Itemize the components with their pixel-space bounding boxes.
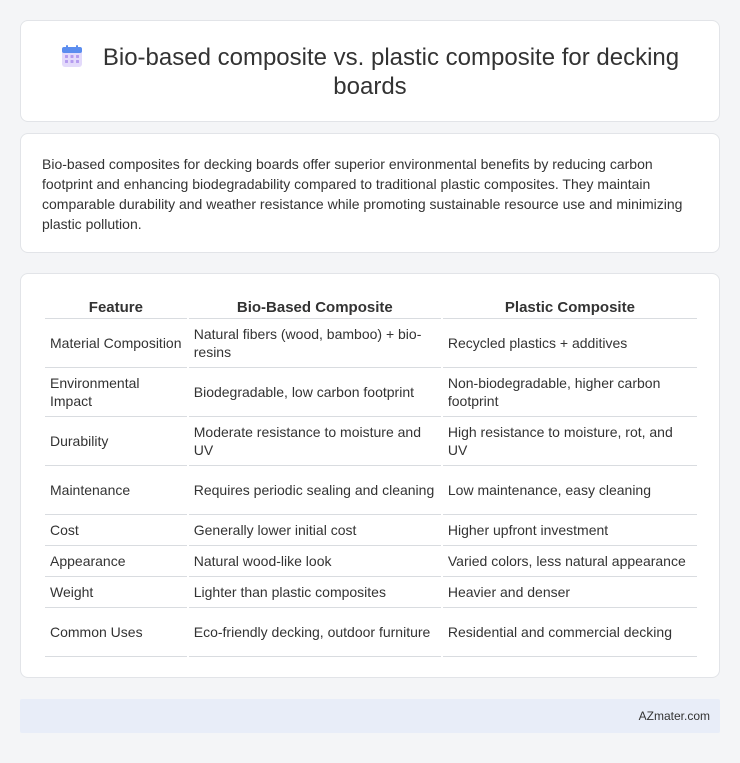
table-header-row [45,296,697,319]
table-row [45,577,697,608]
table-cell: Biodegradable, low carbon footprint [189,368,441,417]
page-title-text: Bio-based composite vs. plastic composite for decking boards [102,44,680,100]
table-cell: Natural fibers (wood, bamboo) + bio-resins [189,319,441,368]
table-cell: Natural wood-like look [189,546,441,577]
table-row [45,319,697,368]
table-cell: Requires periodic sealing and cleaning [189,466,441,515]
table-cell: Non-biodegradable, higher carbon footprint [443,368,697,417]
intro-card [20,133,720,253]
table-cell: Maintenance [45,466,187,515]
comparison-card [20,273,720,678]
table-cell: Residential and commercial decking [443,608,697,657]
column-header: Feature [45,296,187,319]
table-cell: Appearance [45,546,187,577]
table-cell: Higher upfront investment [443,515,697,546]
table-row [45,417,697,466]
table-cell: Weight [45,577,187,608]
table-cell: High resistance to moisture, rot, and UV [443,417,697,466]
column-header: Bio-Based Composite [189,296,441,319]
table-cell: Varied colors, less natural appearance [443,546,697,577]
table-cell: Durability [45,417,187,466]
footer-bar [20,699,720,733]
table-cell: Heavier and denser [443,577,697,608]
table-cell: Environmental Impact [45,368,187,417]
table-row [45,466,697,515]
table-row [45,546,697,577]
title-card [20,20,720,122]
table-cell: Low maintenance, easy cleaning [443,466,697,515]
column-header: Plastic Composite [443,296,697,319]
intro-paragraph: Bio-based composites for decking boards offer superior environmental benefits by reducing carbon footprint and enhancing biodegradability compared to traditional plastic composites. They maintain comparable durability and weather resistance while promoting sustainable resource use and minimizing plastic pollution. [42,156,683,232]
table-cell: Generally lower initial cost [189,515,441,546]
table-cell: Lighter than plastic composites [189,577,441,608]
table-row [45,608,697,657]
table-cell: Moderate resistance to moisture and UV [189,417,441,466]
table-row [45,515,697,546]
page-title [21,43,719,101]
table-cell: Common Uses [45,608,187,657]
table-row [45,368,697,417]
table-cell: Recycled plastics + additives [443,319,697,368]
table-cell: Eco-friendly decking, outdoor furniture [189,608,441,657]
table-cell: Cost [45,515,187,546]
comparison-table [43,296,699,657]
table-cell: Material Composition [45,319,187,368]
footer-brand-link[interactable]: AZmater.com [638,709,710,723]
calendar-icon [61,44,83,68]
